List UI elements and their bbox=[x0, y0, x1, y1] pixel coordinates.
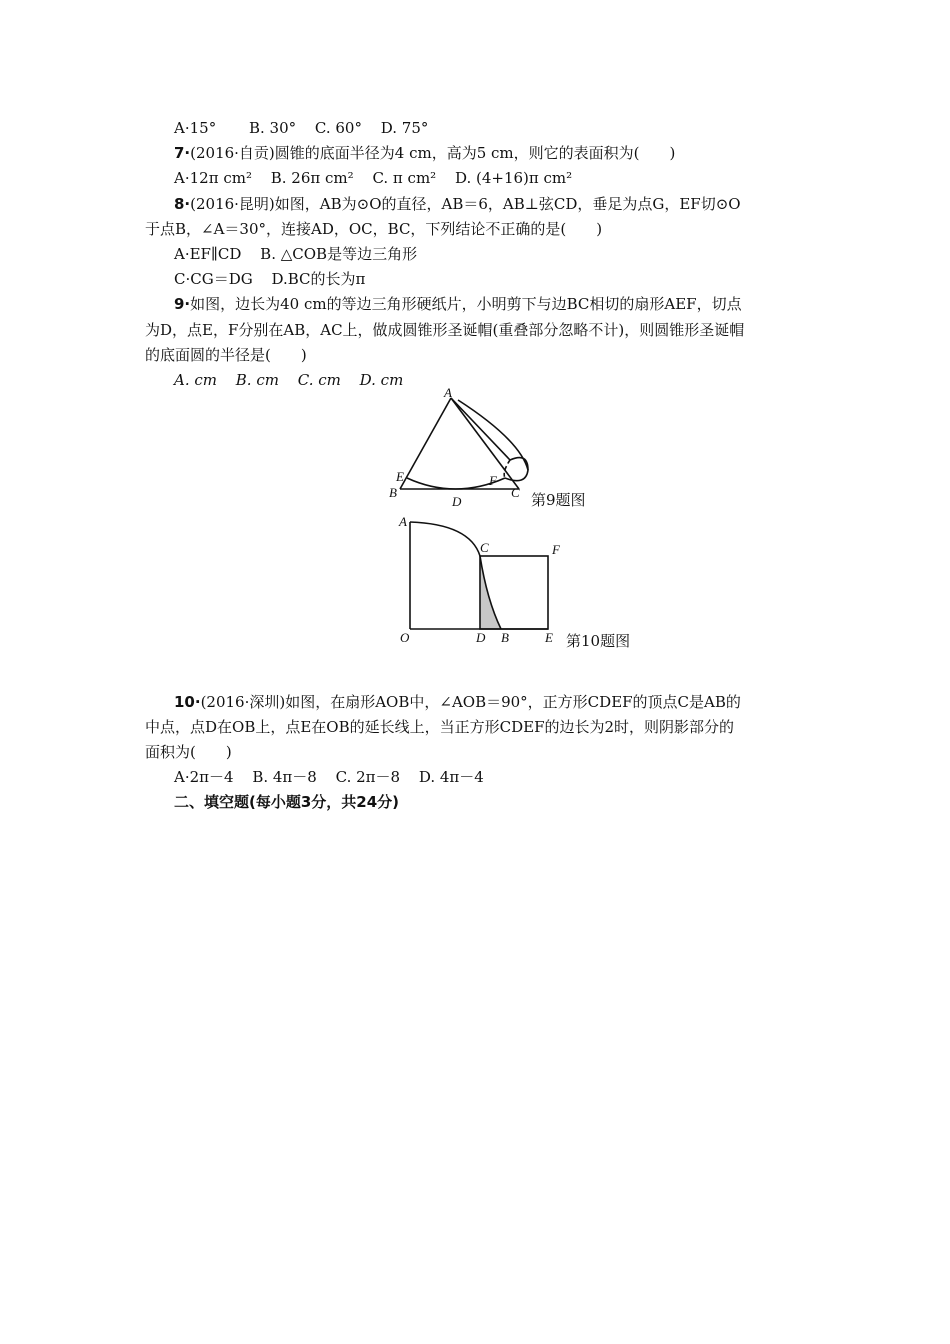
q10-options bbox=[174, 767, 484, 787]
fig9-cone-outline bbox=[458, 400, 528, 481]
fig10-label-d: D bbox=[476, 630, 486, 645]
fig10-arc-ab bbox=[410, 522, 501, 629]
q10-option-b: B. 4π－8 bbox=[252, 768, 317, 786]
fig9-label-e: E bbox=[396, 469, 404, 484]
q8-text-2: 于点B，∠A＝30°，连接AD，OC，BC，下列结论不正确的是( ) bbox=[145, 220, 603, 238]
q10-stem-line1 bbox=[174, 692, 741, 712]
q7-option-c: C. π cm² bbox=[372, 169, 437, 187]
q10-option-a: A·2π－4 bbox=[174, 768, 234, 786]
q8-option-d: D.BC的长为π bbox=[271, 270, 366, 288]
q10-text-3: 面积为( ) bbox=[145, 743, 232, 761]
fig10-label-f: F bbox=[552, 542, 560, 557]
q6-option-c: C. 60° bbox=[314, 119, 362, 137]
fig9-side-ac bbox=[451, 398, 519, 489]
section-2-heading: 二、填空题(每小题3分，共24分) bbox=[174, 793, 400, 811]
q10-text-1: (2016·深圳)如图，在扇形AOB中，∠AOB＝90°，正方形CDEF的顶点C是AB的 bbox=[200, 693, 741, 711]
q6-options bbox=[174, 118, 428, 138]
q10-stem-line3 bbox=[145, 742, 232, 762]
q9-text-2: 为D，点E，F分别在AB，AC上，做成圆锥形圣诞帽(重叠部分忽略不计)，则圆锥形圣诞帽 bbox=[145, 321, 745, 339]
fig9-cone-edge bbox=[451, 398, 510, 460]
fig9-side-ab bbox=[400, 398, 451, 489]
q9-option-c: C. cm bbox=[297, 371, 341, 389]
q10-option-c: C. 2π－8 bbox=[335, 768, 401, 786]
q7-options bbox=[174, 168, 572, 188]
q7-text: (2016·自贡)圆锥的底面半径为4 cm，高为5 cm，则它的表面积为( ) bbox=[190, 144, 676, 162]
q7-option-b: B. 26π cm² bbox=[270, 169, 354, 187]
fig10-square-cdef bbox=[480, 556, 548, 629]
q9-stem-line3 bbox=[145, 345, 307, 365]
q6-option-d: D. 75° bbox=[380, 119, 429, 137]
q8-option-c: C·CG＝DG bbox=[174, 270, 253, 288]
q8-text-1: (2016·昆明)如图，AB为⊙O的直径，AB＝6，AB⊥弦CD，垂足为点G，EF切⊙O bbox=[190, 195, 741, 213]
fig10-label-b: B bbox=[501, 630, 509, 645]
q9-stem-line2 bbox=[145, 320, 744, 340]
q10-number: 10· bbox=[174, 693, 201, 711]
fig10-label-o: O bbox=[400, 630, 410, 645]
q8-option-b: B. △COB是等边三角形 bbox=[260, 245, 418, 263]
q9-option-d: D. cm bbox=[359, 371, 404, 389]
q6-option-b: B. 30° bbox=[248, 119, 297, 137]
q9-stem-line1 bbox=[174, 294, 742, 314]
q10-text-2: 中点，点D在OB上，点E在OB的延长线上，当正方形CDEF的边长为2时，则阴影部分的 bbox=[145, 718, 735, 736]
q7-stem bbox=[174, 143, 675, 163]
q9-number: 9· bbox=[174, 295, 191, 313]
fig9-label-f: F bbox=[489, 473, 497, 488]
fig9-cone-hidden bbox=[504, 460, 510, 478]
fig10-label-c: C bbox=[480, 540, 489, 555]
q9-options bbox=[174, 370, 403, 390]
q7-option-a: A·12π cm² bbox=[174, 169, 252, 187]
q8-options-row1 bbox=[174, 244, 417, 264]
fig10-shaded-region bbox=[480, 556, 501, 629]
fig9-label-d: D bbox=[452, 494, 462, 509]
fig9-caption: 第9题图 bbox=[531, 491, 586, 509]
q9-option-a: A. cm bbox=[174, 371, 217, 389]
q8-stem-line2 bbox=[145, 219, 602, 239]
fig9-label-a: A bbox=[444, 385, 452, 400]
q9-text-3: 的底面圆的半径是( ) bbox=[145, 346, 307, 364]
fig9-label-c: C bbox=[511, 485, 520, 500]
q10-stem-line2 bbox=[145, 717, 734, 737]
q10-option-d: D. 4π－4 bbox=[418, 768, 484, 786]
q8-options-row2 bbox=[174, 269, 365, 289]
fig9-label-b: B bbox=[389, 485, 397, 500]
q8-number: 8· bbox=[174, 195, 191, 213]
q9-text-1: 如图，边长为40 cm的等边三角形硬纸片，小明剪下与边BC相切的扇形AEF，切点 bbox=[190, 295, 742, 313]
fig9-arc-ef bbox=[407, 478, 505, 489]
q9-option-b: B. cm bbox=[235, 371, 279, 389]
fig10-label-a: A bbox=[399, 514, 407, 529]
q7-option-d: D. (4+16)π cm² bbox=[454, 169, 573, 187]
q6-option-a: A·15° bbox=[174, 119, 217, 137]
q8-option-a: A·EF∥CD bbox=[174, 245, 242, 263]
q8-stem-line1 bbox=[174, 194, 741, 214]
q7-number: 7· bbox=[174, 144, 191, 162]
fig9-cone-base bbox=[510, 458, 528, 470]
fig10-caption: 第10题图 bbox=[566, 632, 631, 650]
fig10-label-e: E bbox=[545, 630, 553, 645]
